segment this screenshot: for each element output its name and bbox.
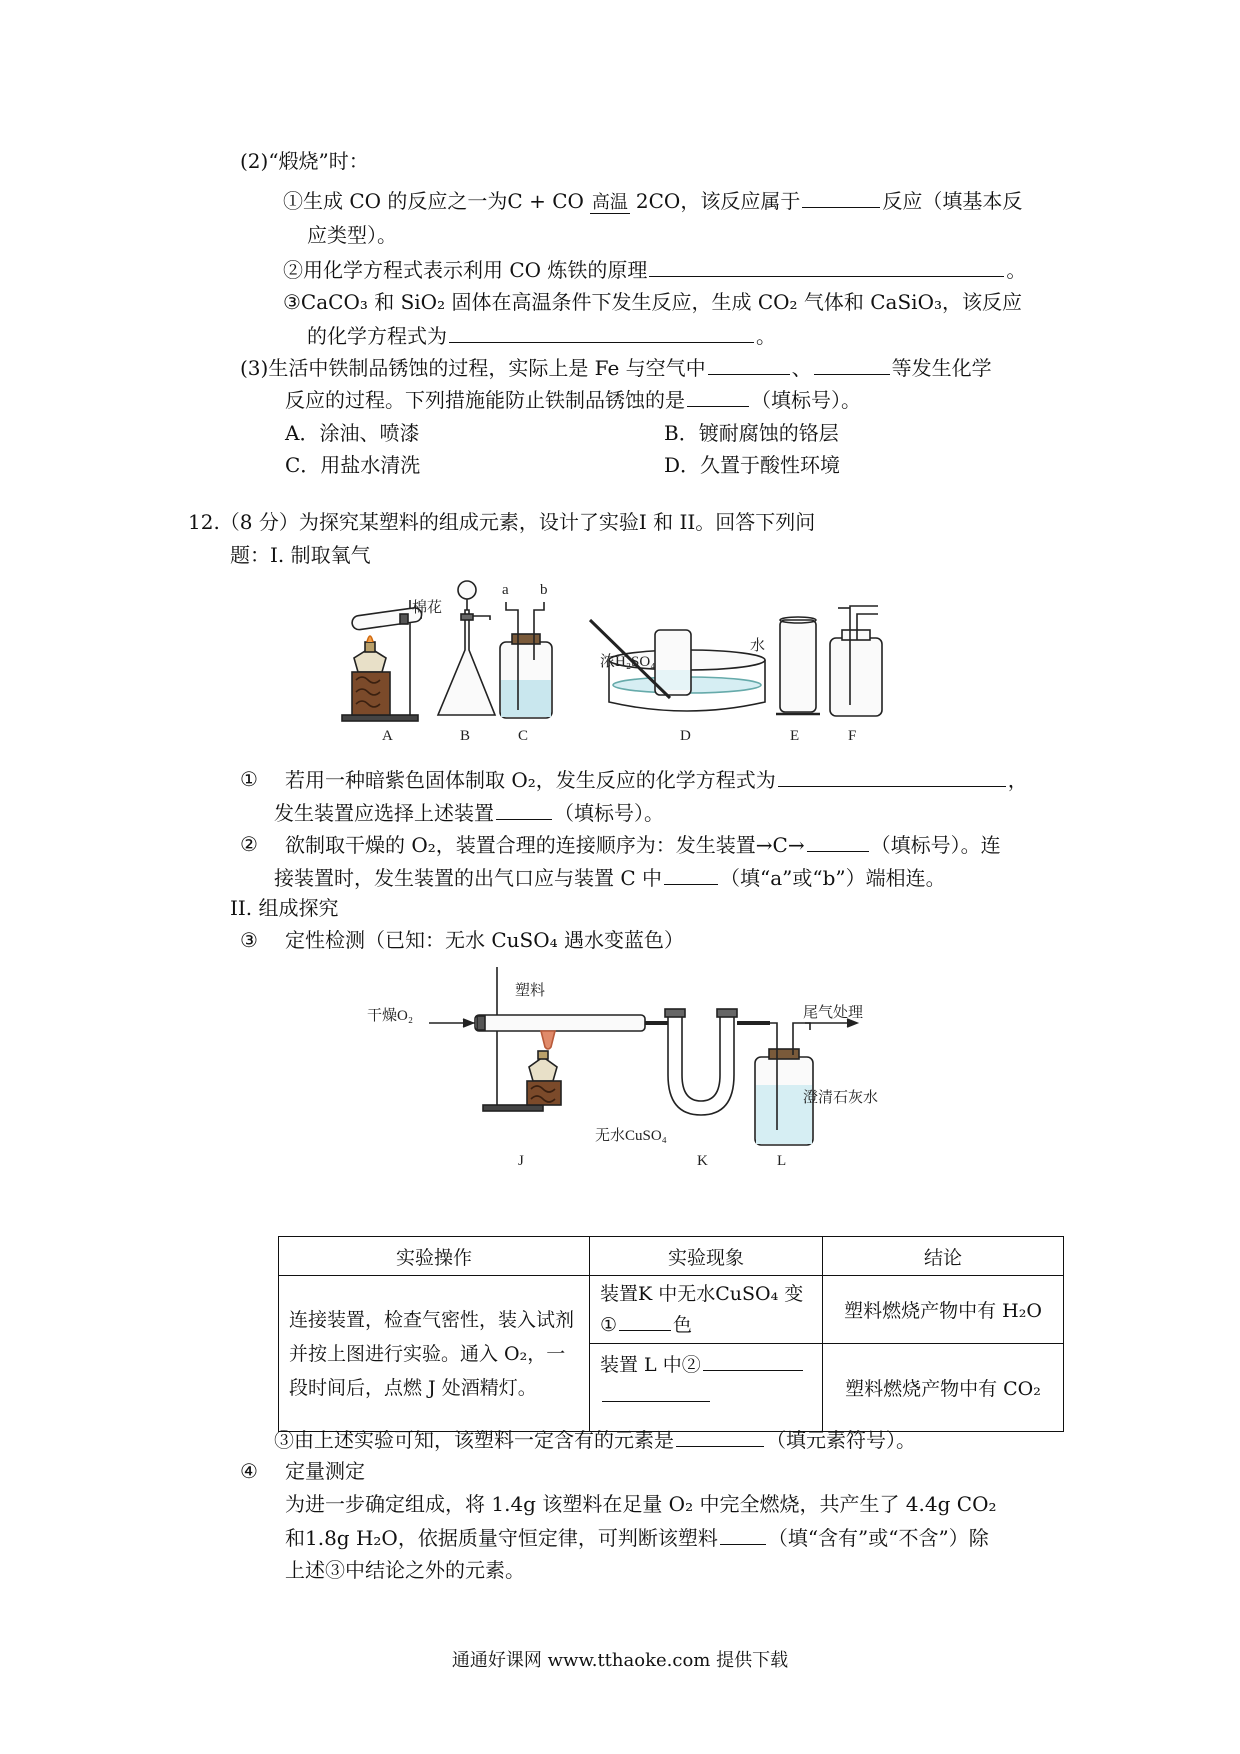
apparatus-b xyxy=(438,581,495,715)
answer-blank[interactable] xyxy=(676,1424,764,1447)
label-K: K xyxy=(697,1153,708,1169)
answer-blank[interactable] xyxy=(664,862,718,885)
q12-step4-line1: 为进一步确定组成，将 1.4g 该塑料在足量 O₂ 中完全燃烧，共产生了 4.4g CO₂ xyxy=(285,1492,997,1516)
table-header-phenomenon: 实验现象 xyxy=(590,1237,823,1276)
table-header-conclusion: 结论 xyxy=(823,1237,1064,1276)
answer-blank[interactable] xyxy=(496,797,552,820)
experiment-table xyxy=(278,1236,1064,1432)
answer-blank[interactable] xyxy=(687,384,749,407)
label-cotton: 棉花 xyxy=(412,600,443,616)
q12-step1-num: ① xyxy=(240,767,258,791)
answer-blank[interactable] xyxy=(649,254,1004,277)
answer-blank[interactable] xyxy=(703,1348,803,1371)
apparatus-c xyxy=(500,602,552,718)
answer-blank[interactable] xyxy=(814,352,890,375)
label-E: E xyxy=(790,728,800,744)
label-J: J xyxy=(518,1153,524,1169)
q12-step3: 定性检测（已知：无水 CuSO₄ 遇水变蓝色） xyxy=(285,928,685,952)
option-c: C．用盐水清洗 xyxy=(285,453,421,477)
apparatus-figure-2 xyxy=(367,965,885,1169)
label-acid: 浓H₂SO₄ xyxy=(600,654,656,670)
q12-heading: 12.（8 分）为探究某塑料的组成元素，设计了实验I 和 II。回答下列问 xyxy=(188,510,816,534)
q12-step2: 欲制取干燥的 O₂，装置合理的连接顺序为：发生装置→C→ （填标号）。连 xyxy=(285,829,1001,860)
option-b: B．镀耐腐蚀的铬层 xyxy=(664,421,839,445)
answer-blank[interactable] xyxy=(720,1522,766,1545)
answer-blank[interactable] xyxy=(802,185,880,208)
page-footer: 通通好课网 www.tthaoke.com 提供下载 xyxy=(451,1650,789,1671)
table-cell-phenomenon-2: 装置 L 中② xyxy=(590,1344,823,1432)
answer-blank[interactable] xyxy=(449,320,754,343)
q12-step4-line3: 上述③中结论之外的元素。 xyxy=(285,1558,525,1582)
answer-blank[interactable] xyxy=(602,1379,710,1402)
label-cuso4: 无水CuSO₄ xyxy=(595,1128,667,1144)
reaction-condition: 高温 xyxy=(591,192,628,213)
answer-blank[interactable] xyxy=(619,1308,671,1331)
label-B: B xyxy=(460,728,471,744)
q11-part3-cont: 反应的过程。下列措施能防止铁制品锈蚀的是 （填标号）。 xyxy=(285,384,861,415)
table-cell-phenomenon-1: 装置K 中无水CuSO₄ 变 ① 色 xyxy=(590,1276,823,1344)
option-d: D．久置于酸性环境 xyxy=(664,453,841,477)
q11-part2-item1-cont: 应类型）。 xyxy=(307,223,397,247)
q12-heading-cont: 题：I. 制取氧气 xyxy=(230,543,371,567)
apparatus-f xyxy=(830,606,882,716)
answer-blank[interactable] xyxy=(708,352,790,375)
label-b: b xyxy=(540,582,548,598)
q11-part2-item1: ①生成 CO 的反应之一为C + CO 高温 2CO，该反应属于 反应（填基本反 xyxy=(283,185,1022,216)
q11-part2-heading: (2)“煅烧”时： xyxy=(240,149,369,173)
q12-step3-conclusion: ③由上述实验可知，该塑料一定含有的元素是 （填元素符号）。 xyxy=(274,1424,916,1455)
label-tail-gas: 尾气处理 xyxy=(803,1005,864,1021)
q12-step4-line2: 和1.8g H₂O，依据质量守恒定律，可判断该塑料 （填“含有”或“不含”）除 xyxy=(285,1522,989,1553)
apparatus-a xyxy=(342,600,422,721)
label-C: C xyxy=(518,728,529,744)
label-limewater: 澄清石灰水 xyxy=(803,1090,879,1106)
label-L: L xyxy=(777,1153,787,1169)
q12-part2-heading: II. 组成探究 xyxy=(230,896,339,920)
q12-step2-cont: 接装置时，发生装置的出气口应与装置 C 中 （填“a”或“b”）端相连。 xyxy=(274,862,946,893)
answer-blank[interactable] xyxy=(807,829,869,852)
table-cell-conclusion-2: 塑料燃烧产物中有 CO₂ xyxy=(823,1344,1064,1432)
q11-part2-item2: ②用化学方程式表示利用 CO 炼铁的原理 。 xyxy=(283,254,1026,285)
apparatus-l xyxy=(755,1019,857,1145)
q12-step1-cont: 发生装置应选择上述装置 （填标号）。 xyxy=(274,797,664,828)
q11-part2-item3: ③CaCO₃ 和 SiO₂ 固体在高温条件下发生反应，生成 CO₂ 气体和 CaSiO₃，该反应 xyxy=(283,290,1022,314)
option-a: A．涂油、喷漆 xyxy=(285,421,420,445)
label-A: A xyxy=(382,728,393,744)
q11-part3: (3)生活中铁制品锈蚀的过程，实际上是 Fe 与空气中 、 等发生化学 xyxy=(240,352,992,383)
q12-step3-num: ③ xyxy=(240,928,258,952)
apparatus-e xyxy=(776,617,820,714)
label-a: a xyxy=(502,582,509,598)
label-D: D xyxy=(680,728,691,744)
label-dry-o2: 干燥O₂ xyxy=(367,1008,414,1024)
q12-step4-num: ④ xyxy=(240,1459,258,1483)
q12-step1: 若用一种暗紫色固体制取 O₂，发生反应的化学方程式为 ， xyxy=(285,764,1028,795)
apparatus-k xyxy=(645,1009,770,1115)
label-plastic: 塑料 xyxy=(515,983,546,999)
label-water: 水 xyxy=(750,638,766,654)
label-F: F xyxy=(848,728,857,744)
table-cell-operation: 连接装置，检查气密性，装入试剂并按上图进行实验。通入 O₂，一段时间后，点燃 J 处酒精灯。 xyxy=(279,1276,590,1432)
q11-part2-item3-cont: 的化学方程式为 。 xyxy=(307,320,776,351)
q12-step4-heading: 定量测定 xyxy=(285,1459,365,1483)
q12-step2-num: ② xyxy=(240,832,258,856)
table-header-operation: 实验操作 xyxy=(279,1237,590,1276)
apparatus-figure-1 xyxy=(330,580,990,744)
table-cell-conclusion-1: 塑料燃烧产物中有 H₂O xyxy=(823,1276,1064,1344)
answer-blank[interactable] xyxy=(778,764,1006,787)
